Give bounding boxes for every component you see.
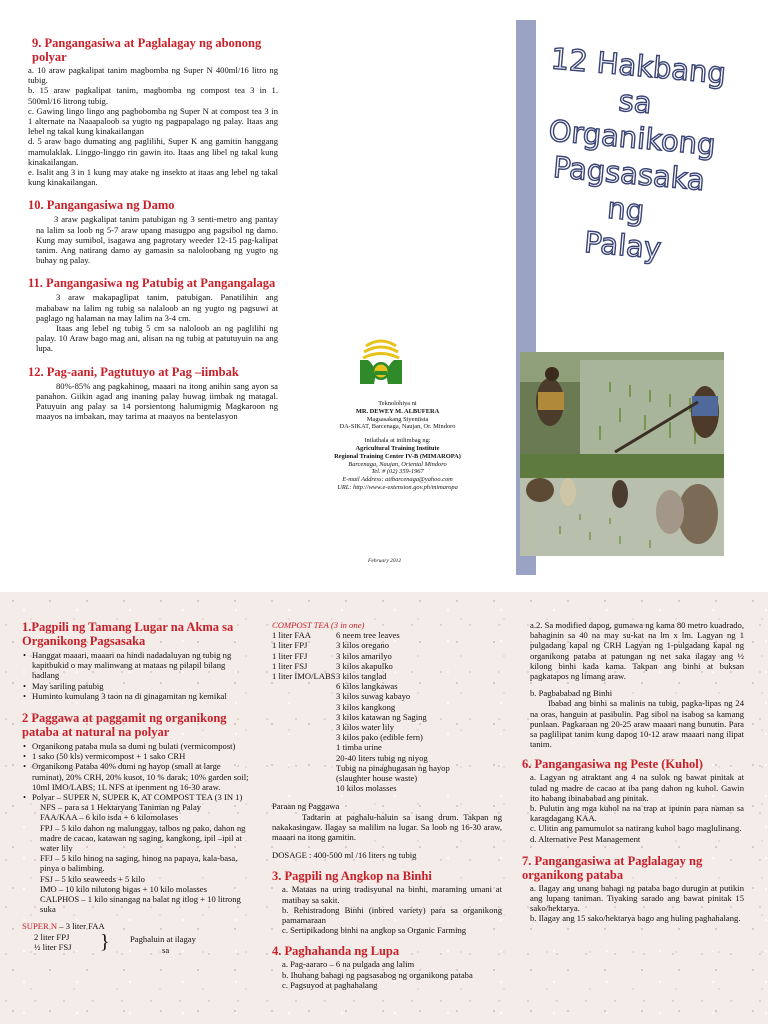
credits-line: Magsasakang Siyentista <box>366 415 429 423</box>
section-1-item: • Hanggat maaari, maaari na hindi nadadaluyan ng tubig ng kapitbukid o may malinwang at mataas ng pilapil bilang hadlang <box>32 650 252 681</box>
top-left-column <box>28 36 278 421</box>
compost-ingredient: 1 liter IMO/LABS <box>272 671 336 682</box>
section-3-item: b. Rehistradong Binhi (inbred variety) para sa organikong pamamaraan <box>282 904 502 926</box>
compost-ingredient: 3 kilos water lily <box>336 722 394 733</box>
section-2-line: CALPHOS – 1 kilo sinangag na balat ng itlog + 10 litrong suka <box>40 894 241 915</box>
section-4-title: 4. Paghahanda ng Lupa <box>272 944 400 959</box>
section-5-continued: a.2. Sa modified dapog, gumawa ng kama 80 metro kuadrado, bahaginin sa 40 na may su-kat na lm x lm. Lagyan ng 1 pulgadang kapal ng CRH Lagyan ng 1-pulgadang kapal ng organikong pataba at patungan ng net saka ilagay ang ½ kilong binhi kada kama. Takpan ang binhi at buksan pagkatapos ng limang araw. <box>530 620 744 682</box>
compost-ingredient: 20-40 liters tubig ng niyog <box>336 752 428 763</box>
section-2-item: • Organikong pataba mula sa dumi ng bulati (vermicompost) <box>32 741 252 751</box>
dosage: DOSAGE : 400-500 ml /16 liters ng tubig <box>272 850 417 861</box>
paraan-label: Paraan ng Paggawa <box>272 801 340 812</box>
soaking-body: Ibabad ang binhi sa malinis na tubig, pagka-lipas ng 24 na oras, hanguin at pasibulin. Pag sibol na isabog sa kamang punlaan. Pagkaraan ng 20-25 araw maaari nang bunutin. Para sa paglilipat tanim kung dapog 10-12 araw maaari nang ilipat tanim. <box>530 698 744 750</box>
section-11-title: 11. Pangangasiwa ng Patubig at Pangangalaga <box>28 276 276 291</box>
super-n-line <box>22 921 252 931</box>
compost-ingredient: Tubig na pinaghugasan ng hayop <box>336 762 450 773</box>
credits-line: Tel. # (02) 359-1967 <box>371 468 424 476</box>
section-2-line: IMO – 10 kilo nilutong bigas + 10 kilo molasses <box>40 883 207 894</box>
paraan-body: Tadtarin at paghalu-haluin sa isang drum. Takpan ng nakakasingaw. Ilagay sa malilim na lugar. Sa loob ng 16-30 araw, maaari na itong gamitin. <box>272 811 502 843</box>
section-11-body: Itaas ang lebel ng tubig 5 cm sa naloloob an ng paglilihi ng palay. 10 Araw bago mag ani, alisan na ng tubig at patutuyuin na ang lupa. <box>36 323 278 354</box>
logo <box>356 338 406 386</box>
section-4-item: a. Pag-aararo – 6 na pulgada ang lalim <box>282 959 415 970</box>
section-7-item: a. Ilagay ang unang bahagi ng pataba bago durugin at putikin ang lupang taniman. Tiyaking sarado ang bawat pinitak 15 sako/hektarya. <box>530 882 744 914</box>
cover-title-line: Organikong <box>547 113 717 162</box>
cover-title-line: ng <box>606 190 646 228</box>
cover-title <box>522 39 740 272</box>
compost-ingredient: 6 neem tree leaves <box>336 630 400 641</box>
cover-title-line: sa <box>617 83 654 121</box>
credits-org: Regional Training Center IV-B (MIMAROPA) <box>334 452 461 460</box>
section-9-item: b. 15 araw pagkalipat tanim, magbomba ng compost tea 3 in 1. 500ml/16 litrong tubig. <box>28 85 278 106</box>
section-2-line: FFJ – 5 kilo hinog na saging, hinog na papaya, kala-basa, pinya o balimbing. <box>40 853 238 874</box>
compost-ingredient: 3 kilos katawan ng Saging <box>336 711 427 722</box>
credits-email: E-mail Address: atibarcenaga@yahoo.com <box>342 476 453 484</box>
compost-ingredient: 3 kilos kangkong <box>336 701 396 712</box>
cover-title-line: 12 Hakbang <box>549 41 728 91</box>
credits-block <box>295 400 500 492</box>
cover-title-line: Palay <box>582 224 663 266</box>
compost-ingredient: 10 kilos molasses <box>336 783 397 794</box>
section-6-item: b. Pulutin ang mga kuhol na na trap at ipunin para naman sa karagdagang KAA. <box>530 803 744 824</box>
section-6-item: d. Alternative Pest Management <box>530 833 641 844</box>
section-2-line: FSJ – 5 kilo seaweeds + 5 kilo <box>40 873 145 884</box>
section-3-title: 3. Pagpili ng Angkop na Binhi <box>272 869 432 884</box>
credits-author: MR. DEWEY M. ALBUFERA <box>355 407 440 415</box>
cover-title-line: Pagsasaka <box>551 149 707 198</box>
compost-ingredient: 3 kilos oregano <box>336 640 389 651</box>
section-7-item: b. Ilagay ang 15 sako/hektarya bago ang huling paghahalang. <box>530 913 741 924</box>
compost-ingredient: 1 liter FSJ <box>272 660 308 671</box>
section-10-title: 10. Pangangasiwa ng Damo <box>28 198 175 213</box>
section-6-item: a. Lagyan ng atraktant ang 4 na sulok ng bawat pinitak at tulad ng madre de cacao at iba pang dahon ng kuhol. Gawin ito habang ibinababad ang pinitak. <box>530 772 744 803</box>
section-1-item: • Huminto kumulang 3 taon na di ginagamitan ng kemikal <box>32 691 252 701</box>
compost-ingredient: 6 kilos langkawas <box>336 681 398 692</box>
rice-field-photo <box>520 352 724 454</box>
compost-ingredient: 1 timba urine <box>336 742 382 753</box>
ati-logo-icon <box>356 338 406 386</box>
inner-column-3 <box>522 620 744 924</box>
section-2-item: • Polyar – SUPER N, SUPER K, AT COMPOST TEA (3 IN 1) <box>32 792 252 802</box>
super-n-note: sa <box>162 944 170 955</box>
super-n-label: SUPER N <box>22 921 58 932</box>
inner-column-2 <box>272 620 502 990</box>
section-9-item: a. 10 araw pagkalipat tanim magbomba ng Super N 400ml/16 litro ng tubig. <box>28 65 278 86</box>
credits-line: Teknolohiya ni <box>378 400 417 407</box>
section-9-item: d. 5 araw bago dumating ang paglilihi, Super K ang gamitin hanggang mamulaklak. Linggo-linggo rin gawin ito. Itaas ang libel ng takal kung kinakailangan. <box>28 136 278 167</box>
compost-ingredient: 3 kilos suwag kabayo <box>336 691 411 702</box>
section-11-body: 3 araw makapaglipat tanim, patubigan. Panatilihin ang mababaw na lalim ng tubig sa nalaloob an ng yugto ng pagsuwi at paglago ng halaman na may lalim na 3-4 cm. <box>36 292 278 323</box>
credits-line: DA-SIKAT, Barcenaga, Naujan, Or. Mindoro <box>339 423 456 431</box>
credits-url: URL: http://www.e-extension.gov.ph/mimaropa <box>337 483 458 491</box>
compost-ingredient: 3 kilos pako (edible fern) <box>336 732 423 743</box>
section-12-title: 12. Pag-aani, Pagtutuyo at Pag –iimbak <box>28 364 239 379</box>
section-3-item: c. Sertipikadong binhi na angkop sa Organic Farming <box>282 925 467 936</box>
section-12-body: 80%-85% ang pagkahinog, maaari na itong anihin sang ayon sa panahon. Giikin agad ang inaning palay huwag iimbak ng matagal. Patuyuin ang palay sa 14 porsientong halumigmig Magkaroon ng maayos na imbakan, may tarima at maayos na bentelasyon <box>36 380 278 422</box>
compost-ingredient: (slaughter house waste) <box>336 773 418 784</box>
section-1-title: 1.Pagpili ng Tamang Lugar na Akma sa Organikong Pagsasaka <box>22 620 234 648</box>
credits-line: Inilathala at inilimbag ng: <box>364 437 431 445</box>
credits-org: Agricultural Training Institute <box>355 444 440 452</box>
section-9-title: 9. Pangangasiwa at Paglalagay ng abonong polyar <box>32 36 262 64</box>
section-9-item: e. Isalit ang 3 in 1 kung may atake ng insekto at itaas ang lebel ng takal kung kinakailangan. <box>28 167 278 188</box>
super-n-rest: – 3 liter FAA <box>57 921 105 932</box>
section-6-item: c. Ulitin ang pamumulot sa natirang kuhol bago maglulinang. <box>530 823 742 834</box>
compost-ingredient: 3 kilos amarilyo <box>336 650 392 661</box>
section-6-title: 6. Pangangasiwa ng Peste (Kuhol) <box>522 757 703 772</box>
section-9-item: c. Gawing lingo lingo ang pagbobomba ng Super N at compost tea 3 in 1 alternate na Naaapaloob sa yugto ng pagpapalago ng palay. Itaas ang lebel ng takal kung kinakailangan <box>28 105 278 137</box>
credits-line: Barcenaga, Naujan, Oriental Mindoro <box>348 460 447 468</box>
section-4-item: c. Pagsuyod at paghahalang <box>282 979 378 990</box>
super-n-item: ½ liter FSJ <box>34 941 72 952</box>
compost-ingredient: 1 liter FFJ <box>272 650 308 661</box>
section-2-item: • 1 sako (50 kls) vermicompost + 1 sako CRH <box>32 751 252 761</box>
section-2-line: FPJ – 5 kilo dahon ng malunggay, talbos ng pako, dahon ng madre de cacao, katawan ng saging, kangkong, ipil –ipil at water lily <box>40 822 246 854</box>
soaking-label: b. Pagbababad ng Binhi <box>530 688 613 699</box>
section-3-item: a. Mataas na uring tradisyunal na binhi, maraming umani at matibay sa sakit. <box>282 884 502 905</box>
brace-icon: } <box>100 930 110 953</box>
section-2-line: FAA/KAA – 6 kilo isda + 6 kilomolases <box>40 812 179 823</box>
compost-tea-title: COMPOST TEA (3 in one) <box>272 620 365 630</box>
section-4-item: b. Ihuhang bahagi ng pagsasabog ng organikong pataba <box>282 969 473 980</box>
compost-ingredient: 3 kilos tanglad <box>336 671 387 682</box>
section-7-title: 7. Pangangasiwa at Paglalagay ng organikong pataba <box>522 853 703 882</box>
transplanting-photo <box>520 454 724 556</box>
super-n-note: Paghaluin at ilagay <box>130 933 196 944</box>
publication-date: February 2012 <box>368 558 402 564</box>
section-2-line: NFS – para sa 1 Hektaryang Taniman ng Palay <box>40 802 202 813</box>
section-2-title: 2 Paggawa at paggamit ng organikong pataba at natural na polyar <box>22 711 227 740</box>
super-n-item: 2 liter FPJ <box>34 931 70 942</box>
inner-column-1 <box>22 620 252 958</box>
compost-ingredient: 1 liter FPJ <box>272 640 308 651</box>
compost-ingredient: 1 liter FAA <box>272 630 311 641</box>
section-10-body: 3 araw pagkalipat tanim patubigan ng 3 senti-metro ang pantay na lalim sa loob ng 5-7 araw upang masugpo ang pagsibol ng damo. Kung may sumibol, isagawa ang pagrotary weeder 12-15 pag-kalipat tanim. Ang natirang damo ay gamasin sa naloloobang ng yugto ng buhay ng palay. <box>36 214 278 266</box>
section-1-item: • May sariling patubig <box>32 681 252 691</box>
section-2-item: • Organikong Pataba 40% dumi ng hayop (small at large ruminat), 20% CRH, 20% kusot, 10 % darak; 10% garden soil; 10ml IMO/LABS; 1L NFS at ipenment ng 16-30 araw. <box>32 761 252 792</box>
compost-ingredient: 3 kilos akapulko <box>336 660 393 671</box>
